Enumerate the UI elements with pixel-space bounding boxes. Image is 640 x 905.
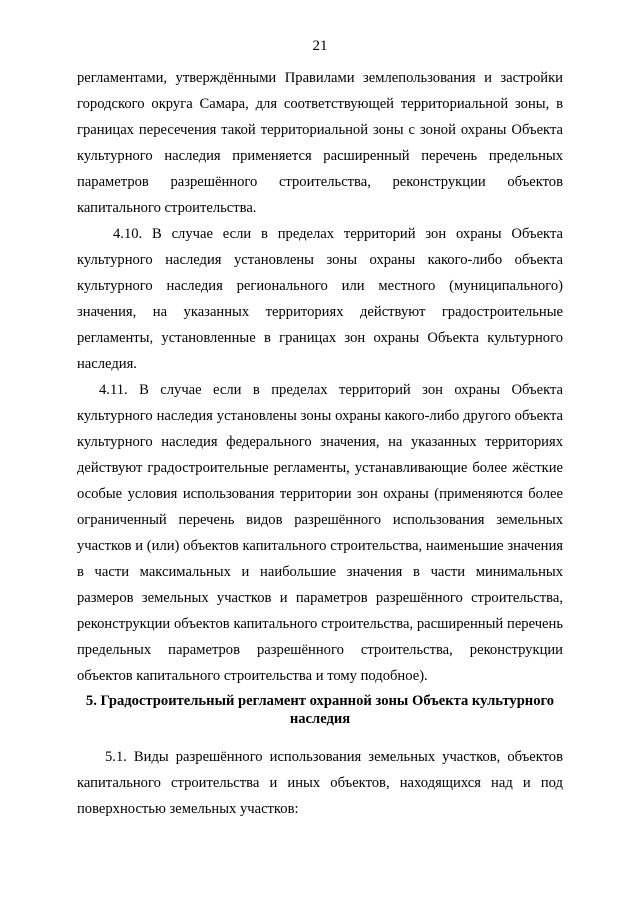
paragraph-4-11: 4.11. В случае если в пределах территорий зон охраны Объекта культурного наследия установлены зоны охраны какого-либо другого объекта культурного наследия федерального значения, на указанных территориях действуют градостроительные регламенты, устанавливающие более жёсткие особые условия использования территории зон охраны (применяются более ограниченный перечень видов разрешённого использования земельных участков и (или) объектов капитального строительства, наименьшие значения в части максимальных и наибольшие значения в части минимальных размеров земельных участков и параметров разрешённого строительства, реконструкции объектов капитального строительства, расширенный перечень предельных параметров разрешённого строительства, реконструкции объектов капитального строительства и тому подобное).: [77, 382, 563, 684]
page-number: 21: [312, 38, 328, 54]
paragraph-5-1: 5.1. Виды разрешённого использования земельных участков, объектов капитального строительства и иных объектов, находящихся над и под поверхностью земельных участков:: [77, 749, 563, 817]
paragraph-4-10: 4.10. В случае если в пределах территорий зон охраны Объекта культурного наследия установлены зоны охраны какого-либо объекта культурного наследия регионального или местного (муниципального) значения, на указанных территориях действуют градостроительные регламенты, установленные в границах зон охраны Объекта культурного наследия.: [77, 226, 563, 372]
section-5-heading: 5. Градостроительный регламент охранной зоны Объекта культурного наследия: [85, 693, 555, 727]
document-body: [77, 65, 563, 822]
paragraph-continuation: регламентами, утверждёнными Правилами землепользования и застройки городского округа Самара, для соответствующей территориальной зоны, в границах пересечения такой территориальной зоны с зоной охраны Объекта культурного наследия применяется расширенный перечень предельных параметров разрешённого строительства, реконструкции объектов капитального строительства.: [77, 70, 563, 216]
